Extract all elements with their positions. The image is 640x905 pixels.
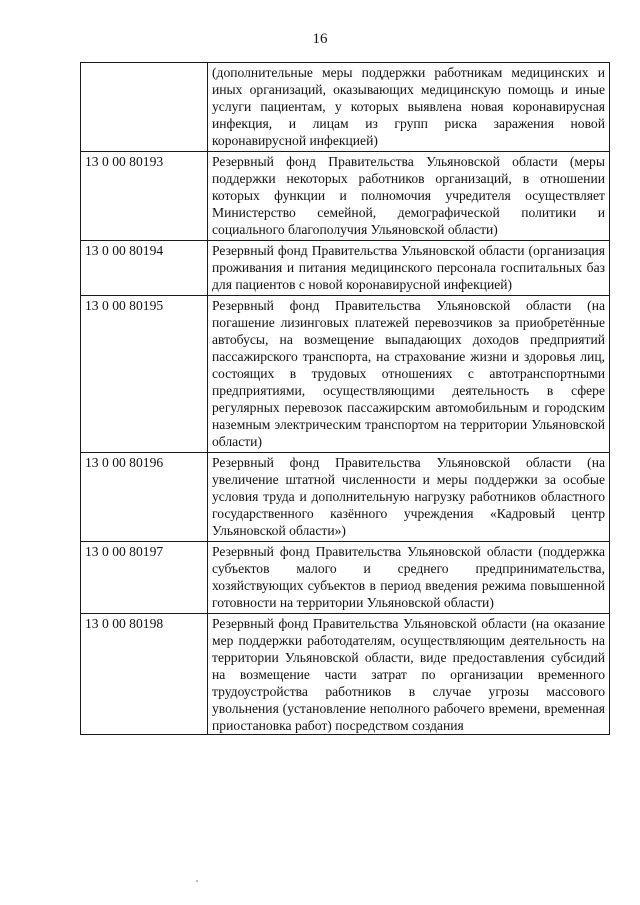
description-cell: Резервный фонд Правительства Ульяновской области (на увеличение штатной численности и меры поддержки за особые условия труда и дополнительную нагрузку работников областного государственного казённого учреждения «Кадровый центр Ульяновской области»): [208, 453, 610, 542]
description-cell: Резервный фонд Правительства Ульяновской области (на погашение лизинговых платежей перевозчиков за приобретённые автобусы, на возмещение выпадающих доходов предприятий пассажирского транспорта, на страхование жизни и здоровья лиц, состоящих в трудовых отношениях с автотранспортными предприятиями, осуществляющими деятельность в сфере регулярных перевозок пассажирским автомобильным и городским наземным электрическим транспортом на территории Ульяновской области): [208, 296, 610, 453]
code-cell: 13 0 00 80194: [81, 241, 208, 296]
scan-speck: [196, 880, 198, 882]
code-cell: [81, 63, 208, 152]
code-cell: 13 0 00 80198: [81, 614, 208, 735]
code-cell: 13 0 00 80197: [81, 542, 208, 614]
description-cell: Резервный фонд Правительства Ульяновской области (на оказание мер поддержки работодателям, осуществляющим деятельность на территории Ульяновской области, виде предоставления субсидий на возмещение части затрат по организации временного трудоустройства работников в случае угрозы массового увольнения (установление неполного рабочего времени, временная приостановка работ) посредством создания: [208, 614, 610, 735]
table-row: [81, 63, 610, 152]
table-row: [81, 241, 610, 296]
code-cell: 13 0 00 80193: [81, 152, 208, 241]
table-row: [81, 542, 610, 614]
table-row: [81, 453, 610, 542]
description-cell: Резервный фонд Правительства Ульяновской области (меры поддержки некоторых работников организаций, в отношении которых функции и полномочия учредителя осуществляет Министерство семейной, демографической политики и социального благополучия Ульяновской области): [208, 152, 610, 241]
table-row: [81, 614, 610, 735]
description-cell: Резервный фонд Правительства Ульяновской области (поддержка субъектов малого и среднего предпринимательства, хозяйствующих субъектов в период введения режима повышенной готовности на территории Ульяновской области): [208, 542, 610, 614]
description-cell: Резервный фонд Правительства Ульяновской области (организация проживания и питания медицинского персонала госпитальных баз для пациентов с новой коронавирусной инфекцией): [208, 241, 610, 296]
table-row: [81, 296, 610, 453]
code-cell: 13 0 00 80195: [81, 296, 208, 453]
description-cell: (дополнительные меры поддержки работникам медицинских и иных организаций, оказывающих медицинскую помощь и иные услуги пациентам, у которых выявлена новая коронавирусная инфекция, и лицам из групп риска заражения новой коронавирусной инфекцией): [208, 63, 610, 152]
page-number: 16: [312, 31, 328, 47]
code-cell: 13 0 00 80196: [81, 453, 208, 542]
budget-code-table: [80, 62, 610, 735]
table-row: [81, 152, 610, 241]
